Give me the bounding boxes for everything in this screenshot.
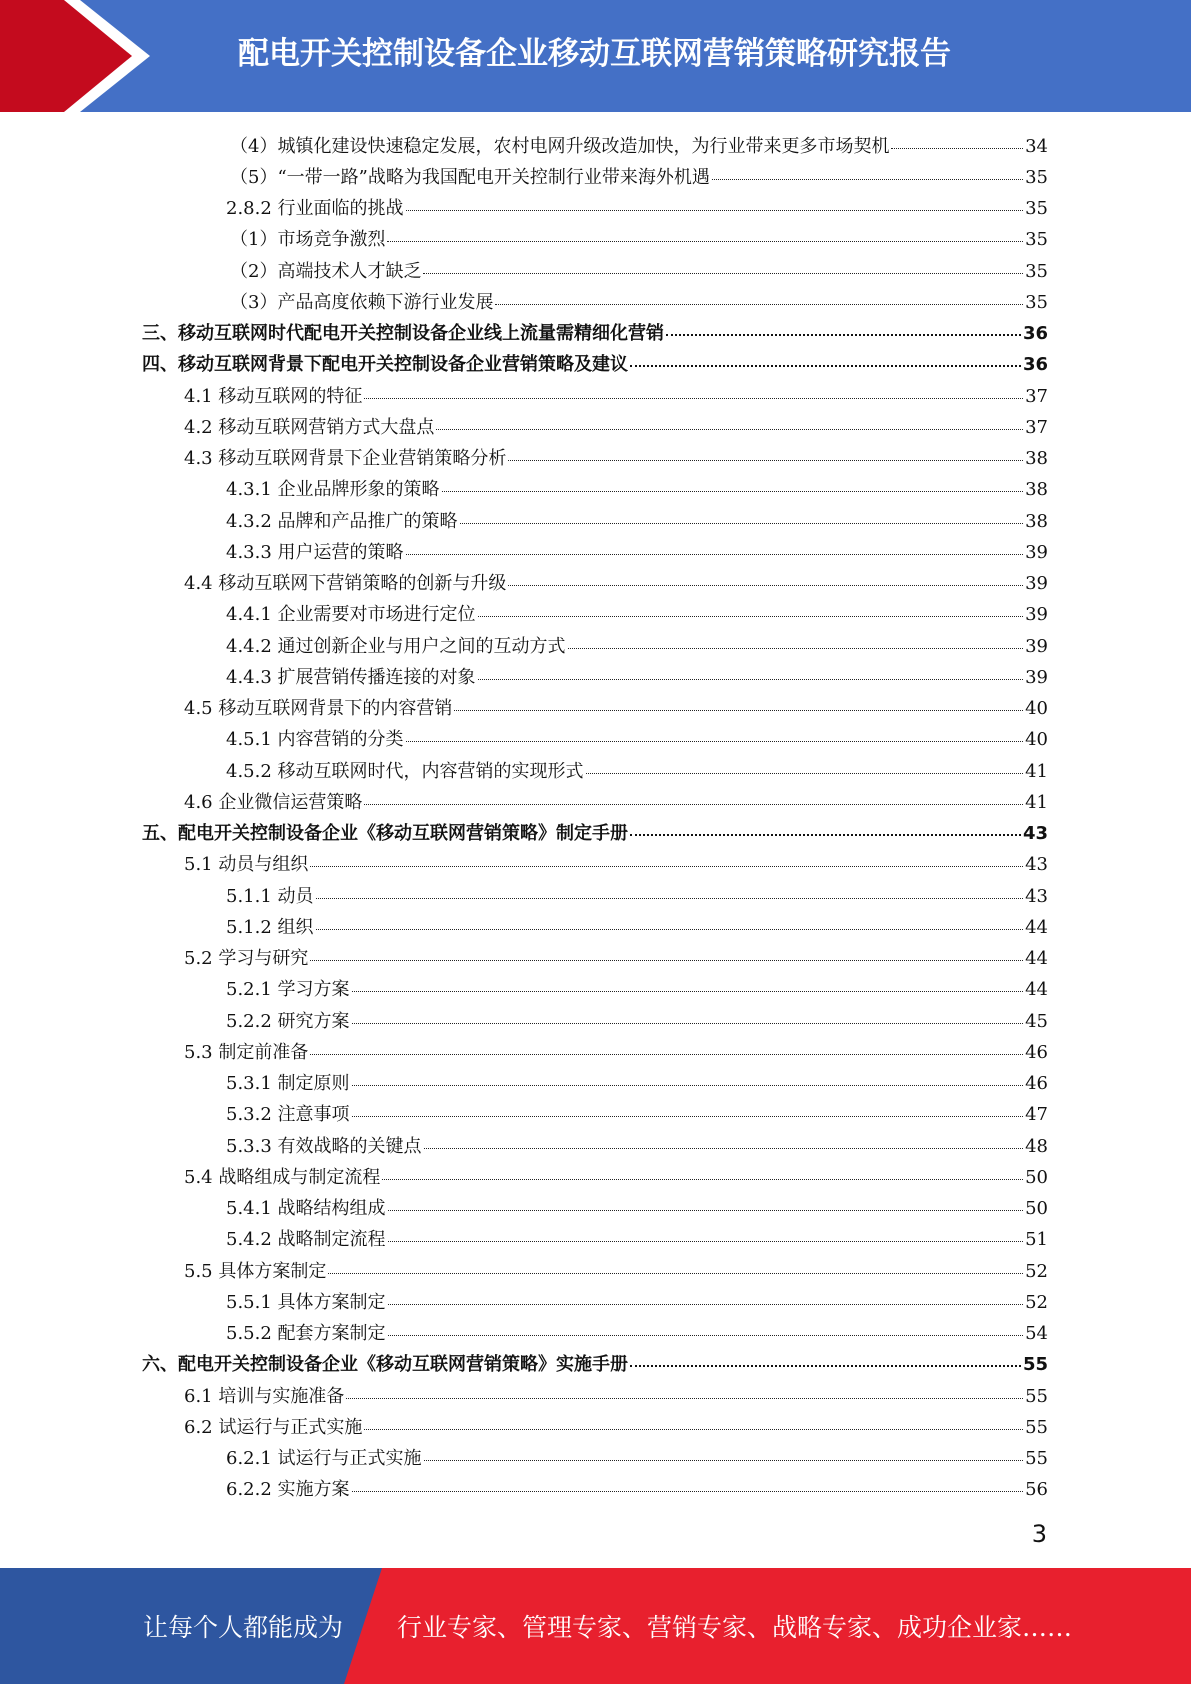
page-footer [0, 1568, 1191, 1684]
toc-dot-leader [406, 740, 1024, 742]
toc-entry-title: 四、移动互联网背景下配电开关控制设备企业营销策略及建议 [142, 354, 628, 376]
toc-entry-page: 35 [1025, 229, 1048, 251]
toc-entry[interactable] [0, 973, 1191, 1004]
toc-entry-line [0, 600, 1048, 626]
toc-entry-page: 36 [1022, 354, 1048, 376]
toc-dot-leader [424, 1459, 1024, 1461]
toc-entry-line [0, 819, 1048, 845]
toc-entry-line [0, 1163, 1048, 1189]
toc-entry-title: 5.2.2 研究方案 [226, 1010, 350, 1032]
toc-entry-page: 35 [1025, 260, 1048, 282]
toc-entry-page: 38 [1025, 510, 1048, 532]
toc-entry-page: 34 [1025, 135, 1048, 157]
toc-entry[interactable] [0, 1317, 1191, 1348]
toc-entry-title: （2）高端技术人才缺乏 [230, 260, 422, 282]
toc-dot-leader [478, 678, 1024, 680]
toc-entry-page: 52 [1025, 1291, 1048, 1313]
toc-entry-line [0, 882, 1048, 908]
toc-entry-line [0, 475, 1048, 501]
toc-entry-page: 38 [1025, 448, 1048, 470]
toc-dot-leader [508, 459, 1023, 461]
toc-entry[interactable] [0, 910, 1191, 941]
toc-entry-title: 5.2 学习与研究 [184, 948, 309, 970]
toc-entry-title: 4.3 移动互联网背景下企业营销策略分析 [184, 448, 507, 470]
toc-entry[interactable] [0, 629, 1191, 660]
toc-entry-title: （4）城镇化建设快速稳定发展，农村电网升级改造加快，为行业带来更多市场契机 [230, 135, 890, 157]
toc-entry-line [0, 1100, 1048, 1126]
toc-entry-line [0, 1350, 1048, 1376]
toc-entry-page: 37 [1025, 385, 1048, 407]
toc-dot-leader [424, 1147, 1024, 1149]
toc-dot-leader [346, 1397, 1023, 1399]
toc-entry-page: 46 [1025, 1041, 1048, 1063]
toc-dot-leader [387, 240, 1023, 242]
toc-entry[interactable] [0, 817, 1191, 848]
toc-dot-leader [388, 1303, 1024, 1305]
toc-dot-leader [454, 709, 1023, 711]
toc-entry-title: 5.4.2 战略制定流程 [226, 1229, 386, 1251]
toc-entry[interactable] [0, 285, 1191, 316]
toc-entry[interactable] [0, 473, 1191, 504]
toc-entry[interactable] [0, 1223, 1191, 1254]
page-number: 3 [1031, 1520, 1047, 1548]
toc-entry-title: 4.4.3 扩展营销传播连接的对象 [226, 666, 476, 688]
toc-entry-title: 六、配电开关控制设备企业《移动互联网营销策略》实施手册 [142, 1354, 628, 1376]
toc-entry-line [0, 350, 1048, 376]
toc-entry-line [0, 1475, 1048, 1501]
toc-entry-title: 5.4 战略组成与制定流程 [184, 1166, 381, 1188]
toc-entry-line [0, 1194, 1048, 1220]
toc-entry-line [0, 319, 1048, 345]
toc-dot-leader [630, 1364, 1021, 1367]
toc-dot-leader [508, 584, 1023, 586]
toc-entry-line [0, 632, 1048, 658]
toc-entry[interactable] [0, 348, 1191, 379]
toc-entry-title: 三、移动互联网时代配电开关控制设备企业线上流量需精细化营销 [142, 323, 664, 345]
toc-entry-page: 44 [1025, 916, 1048, 938]
toc-entry[interactable] [0, 1035, 1191, 1066]
toc-entry-line [0, 538, 1048, 564]
toc-dot-leader [436, 428, 1023, 430]
toc-entry-line [0, 132, 1048, 158]
toc-dot-leader [423, 272, 1023, 274]
toc-entry[interactable] [0, 754, 1191, 785]
toc-entry-line [0, 225, 1048, 251]
toc-entry[interactable] [0, 535, 1191, 566]
toc-dot-leader [352, 990, 1024, 992]
toc-entry[interactable] [0, 504, 1191, 535]
toc-entry-title: 2.8.2 行业面临的挑战 [226, 198, 404, 220]
toc-entry-page: 39 [1025, 573, 1048, 595]
toc-entry-line [0, 975, 1048, 1001]
toc-entry-page: 41 [1025, 760, 1048, 782]
toc-entry-title: 4.2 移动互联网营销方式大盘点 [184, 416, 435, 438]
toc-entry-page: 43 [1025, 885, 1048, 907]
toc-dot-leader [352, 1084, 1024, 1086]
toc-dot-leader [630, 833, 1021, 836]
toc-dot-leader [352, 1490, 1024, 1492]
toc-entry-page: 47 [1025, 1104, 1048, 1126]
toc-entry-page: 50 [1025, 1198, 1048, 1220]
toc-entry-line [0, 1319, 1048, 1345]
toc-dot-leader [364, 803, 1023, 805]
toc-entry-line [0, 1382, 1048, 1408]
toc-entry[interactable] [0, 410, 1191, 441]
toc-dot-leader [316, 897, 1024, 899]
toc-entry[interactable] [0, 379, 1191, 410]
toc-entry-title: 6.2 试运行与正式实施 [184, 1416, 363, 1438]
toc-entry-title: 5.1 动员与组织 [184, 854, 309, 876]
toc-entry-line [0, 1288, 1048, 1314]
toc-entry-line [0, 1413, 1048, 1439]
toc-entry-title: 5.5.2 配套方案制定 [226, 1323, 386, 1345]
toc-entry[interactable] [0, 442, 1191, 473]
toc-entry-line [0, 725, 1048, 751]
toc-entry[interactable] [0, 785, 1191, 816]
toc-dot-leader [406, 209, 1024, 211]
toc-entry-page: 37 [1025, 416, 1048, 438]
toc-entry-line [0, 257, 1048, 283]
page-header [0, 0, 1191, 112]
toc-entry-page: 35 [1025, 166, 1048, 188]
toc-entry[interactable] [0, 1379, 1191, 1410]
toc-dot-leader [352, 1115, 1024, 1117]
toc-entry[interactable] [0, 692, 1191, 723]
toc-entry[interactable] [0, 1129, 1191, 1160]
toc-entry-page: 40 [1025, 729, 1048, 751]
toc-entry[interactable] [0, 1442, 1191, 1473]
toc-entry-line [0, 788, 1048, 814]
toc-entry-line [0, 757, 1048, 783]
toc-entry-line [0, 944, 1048, 970]
toc-entry-page: 44 [1025, 948, 1048, 970]
toc-entry-title: 4.5 移动互联网背景下的内容营销 [184, 698, 453, 720]
toc-entry[interactable] [0, 723, 1191, 754]
toc-entry-page: 36 [1022, 323, 1048, 345]
toc-entry-page: 43 [1022, 823, 1048, 845]
toc-entry-page: 48 [1025, 1135, 1048, 1157]
toc-entry-title: 6.2.1 试运行与正式实施 [226, 1448, 422, 1470]
toc-entry-line [0, 413, 1048, 439]
toc-entry-page: 39 [1025, 666, 1048, 688]
toc-entry[interactable] [0, 1285, 1191, 1316]
toc-entry[interactable] [0, 1192, 1191, 1223]
toc-entry-line [0, 569, 1048, 595]
toc-dot-leader [364, 397, 1023, 399]
toc-entry-page: 46 [1025, 1073, 1048, 1095]
toc-dot-leader [310, 959, 1023, 961]
toc-entry-page: 35 [1025, 291, 1048, 313]
footer-slogan-left: 让每个人都能成为 [143, 1613, 344, 1642]
toc-dot-leader [712, 178, 1023, 180]
toc-entry-title: 5.2.1 学习方案 [226, 979, 350, 1001]
toc-entry-page: 55 [1025, 1416, 1048, 1438]
toc-entry[interactable] [0, 598, 1191, 629]
toc-entry-title: 4.4.2 通过创新企业与用户之间的互动方式 [226, 635, 566, 657]
toc-entry[interactable] [0, 848, 1191, 879]
toc-dot-leader [460, 522, 1024, 524]
toc-entry-page: 39 [1025, 541, 1048, 563]
toc-entry-page: 35 [1025, 198, 1048, 220]
toc-entry[interactable] [0, 129, 1191, 160]
toc-entry-title: （5）“一带一路”战略为我国配电开关控制行业带来海外机遇 [230, 166, 710, 188]
toc-entry-title: 4.3.2 品牌和产品推广的策略 [226, 510, 458, 532]
toc-entry-line [0, 850, 1048, 876]
toc-entry-page: 54 [1025, 1323, 1048, 1345]
toc-entry-title: 5.4.1 战略结构组成 [226, 1198, 386, 1220]
toc-entry-title: 6.2.2 实施方案 [226, 1479, 350, 1501]
toc-entry-line [0, 1007, 1048, 1033]
toc-entry-title: 4.3.3 用户运营的策略 [226, 541, 404, 563]
toc-entry-title: 4.4.1 企业需要对市场进行定位 [226, 604, 476, 626]
toc-entry[interactable] [0, 1067, 1191, 1098]
toc-entry-page: 50 [1025, 1166, 1048, 1188]
toc-entry-title: 5.3 制定前准备 [184, 1041, 309, 1063]
toc-dot-leader [630, 364, 1021, 367]
toc-entry[interactable] [0, 1004, 1191, 1035]
toc-entry-line [0, 163, 1048, 189]
toc-entry[interactable] [0, 879, 1191, 910]
footer-slogan-right: 行业专家、管理专家、营销专家、战略专家、成功企业家…… [397, 1613, 1073, 1642]
toc-entry-title: 4.5.2 移动互联网时代，内容营销的实现形式 [226, 760, 584, 782]
toc-entry[interactable] [0, 1473, 1191, 1504]
toc-entry-page: 41 [1025, 791, 1048, 813]
toc-entry[interactable] [0, 1254, 1191, 1285]
toc-entry-line [0, 913, 1048, 939]
toc-entry-title: 6.1 培训与实施准备 [184, 1385, 345, 1407]
toc-entry[interactable] [0, 1348, 1191, 1379]
toc-entry[interactable] [0, 567, 1191, 598]
toc-entry[interactable] [0, 942, 1191, 973]
toc-dot-leader [388, 1240, 1024, 1242]
toc-entry-line [0, 663, 1048, 689]
toc-dot-leader [388, 1209, 1024, 1211]
toc-dot-leader [310, 1053, 1023, 1055]
toc-dot-leader [328, 1272, 1023, 1274]
toc-entry-title: 4.4 移动互联网下营销策略的创新与升级 [184, 573, 507, 595]
toc-entry-page: 39 [1025, 635, 1048, 657]
toc-entry[interactable] [0, 1160, 1191, 1191]
toc-entry-page: 55 [1025, 1385, 1048, 1407]
toc-entry-title: 5.1.2 组织 [226, 916, 314, 938]
toc-dot-leader [352, 1022, 1024, 1024]
toc-dot-leader [586, 772, 1024, 774]
toc-dot-leader [406, 553, 1024, 555]
toc-entry-title: 5.5.1 具体方案制定 [226, 1291, 386, 1313]
toc-entry-title: 五、配电开关控制设备企业《移动互联网营销策略》制定手册 [142, 823, 628, 845]
toc-entry-line [0, 444, 1048, 470]
toc-dot-leader [310, 865, 1023, 867]
toc-entry-line [0, 1038, 1048, 1064]
toc-dot-leader [382, 1178, 1023, 1180]
toc-entry-page: 39 [1025, 604, 1048, 626]
toc-entry-title: 5.3.3 有效战略的关键点 [226, 1135, 422, 1157]
toc-dot-leader [478, 615, 1024, 617]
report-title: 配电开关控制设备企业移动互联网营销策略研究报告 [238, 36, 951, 72]
toc-entry-title: （1）市场竞争激烈 [230, 229, 386, 251]
toc-entry-title: 4.3.1 企业品牌形象的策略 [226, 479, 440, 501]
toc-entry-title: （3）产品高度依赖下游行业发展 [230, 291, 494, 313]
toc-entry-title: 5.5 具体方案制定 [184, 1260, 327, 1282]
toc-entry-page: 55 [1025, 1448, 1048, 1470]
toc-dot-leader [388, 1334, 1024, 1336]
toc-entry-line [0, 1069, 1048, 1095]
toc-entry-line [0, 507, 1048, 533]
toc-entry-page: 38 [1025, 479, 1048, 501]
toc-entry-page: 56 [1025, 1479, 1048, 1501]
toc-dot-leader [891, 147, 1023, 149]
toc-entry-line [0, 1225, 1048, 1251]
toc-entry-page: 43 [1025, 854, 1048, 876]
table-of-contents [0, 129, 1191, 1504]
toc-entry[interactable] [0, 317, 1191, 348]
toc-dot-leader [364, 1428, 1023, 1430]
toc-entry-page: 51 [1025, 1229, 1048, 1251]
toc-entry-title: 5.3.1 制定原则 [226, 1073, 350, 1095]
toc-entry[interactable] [0, 254, 1191, 285]
toc-dot-leader [442, 490, 1024, 492]
toc-entry[interactable] [0, 192, 1191, 223]
toc-entry-line [0, 382, 1048, 408]
toc-dot-leader [666, 333, 1021, 336]
toc-entry-line [0, 694, 1048, 720]
toc-entry-title: 5.3.2 注意事项 [226, 1104, 350, 1126]
toc-entry[interactable] [0, 1410, 1191, 1441]
toc-entry-page: 40 [1025, 698, 1048, 720]
toc-entry-page: 45 [1025, 1010, 1048, 1032]
toc-entry-title: 5.1.1 动员 [226, 885, 314, 907]
toc-entry-page: 55 [1022, 1354, 1048, 1376]
toc-entry-line [0, 1257, 1048, 1283]
toc-entry[interactable] [0, 223, 1191, 254]
toc-entry-title: 4.1 移动互联网的特征 [184, 385, 363, 407]
toc-entry-page: 44 [1025, 979, 1048, 1001]
toc-entry-line [0, 288, 1048, 314]
toc-dot-leader [495, 303, 1023, 305]
toc-entry-line [0, 1444, 1048, 1470]
toc-entry-page: 52 [1025, 1260, 1048, 1282]
toc-entry[interactable] [0, 660, 1191, 691]
toc-entry[interactable] [0, 1098, 1191, 1129]
toc-dot-leader [568, 647, 1024, 649]
toc-dot-leader [316, 928, 1024, 930]
toc-entry-title: 4.5.1 内容营销的分类 [226, 729, 404, 751]
toc-entry-title: 4.6 企业微信运营策略 [184, 791, 363, 813]
toc-entry-line [0, 1132, 1048, 1158]
toc-entry[interactable] [0, 160, 1191, 191]
toc-entry-line [0, 194, 1048, 220]
